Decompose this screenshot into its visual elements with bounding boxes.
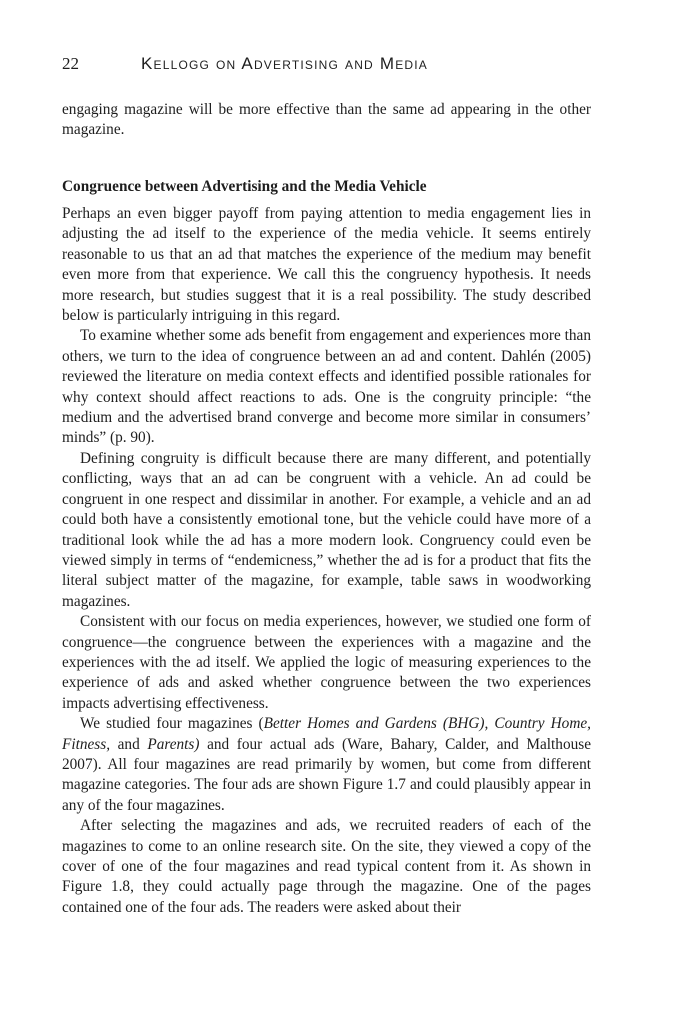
continued-paragraph-block (62, 100, 591, 141)
paragraph-2: To examine whether some ads benefit from engagement and experiences more than others, we turn to the idea of congruence between an ad and content. Dahlén (2005) reviewed the literature on media context effects and identified possible rationales for why context should affect reactions to ads. One is the congruity principle: “the medium and the advertised brand converge and become more similar in consumers’ minds” (p. 90). (62, 327, 591, 447)
paragraph-5-and: and (110, 735, 148, 753)
running-title: Kellogg on Advertising and Media (141, 54, 429, 73)
paragraph-4: Consistent with our focus on media experiences, however, we studied one form of congruence—the congruence between the experiences with a magazine and the experiences with the ad itself. We applied the logic of measuring experiences to the experience of ads and asked whether congruence between the two experiences impacts advertising effectiveness. (62, 613, 591, 712)
magazine-titles-1: Better Homes and Gardens (BHG), Country Home, Fitness, (62, 715, 591, 753)
paragraph-5 (62, 714, 591, 816)
page-number: 22 (62, 54, 79, 73)
paragraph-5-lead: We studied four magazines ( (80, 715, 264, 733)
paragraph-1: Perhaps an even bigger payoff from paying attention to media engagement lies in adjusting the ad itself to the experience of the media vehicle. It seems entirely reasonable to us that an ad that matches the experience of the medium may benefit even more from that experience. We call this the congruency hypothesis. It needs more research, but studies suggest that it is a real possibility. The study described below is particularly intriguing in this regard. (62, 205, 591, 325)
body-text (62, 204, 591, 918)
paragraph-6: After selecting the magazines and ads, we recruited readers of each of the magazines to come to an online research site. On the site, they viewed a copy of the cover of one of the four magazines and read typical content from it. As shown in Figure 1.8, they could actually page through the magazine. One of the pages contained one of the four ads. The readers were asked about their (62, 817, 591, 916)
continued-paragraph: engaging magazine will be more effective than the same ad appearing in the other magazine. (62, 101, 591, 139)
magazine-titles-2: Parents) (147, 735, 200, 753)
section-heading: Congruence between Advertising and the Media Vehicle (62, 178, 427, 195)
paragraph-3: Defining congruity is difficult because there are many different, and potentially conflicting, ways that an ad can be congruent with a vehicle. An ad could be congruent in one respect and dissimilar in another. For example, a vehicle and an ad could both have a consistently emotional tone, but the vehicle could have more of a traditional look while the ad has a more modern look. Congruency could even be viewed simply in terms of “endemicness,” whether the ad is for a product that fits the literal subject matter of the magazine, for example, table saws in woodworking magazines. (62, 449, 591, 610)
paragraph-5-rest: and four actual ads (Ware, Bahary, Calder, and Malthouse 2007). All four magazines are read primarily by women, but come from different magazine categories. The four ads are shown Figure 1.7 and could plausibly appear in any of the four magazines. (62, 735, 591, 814)
